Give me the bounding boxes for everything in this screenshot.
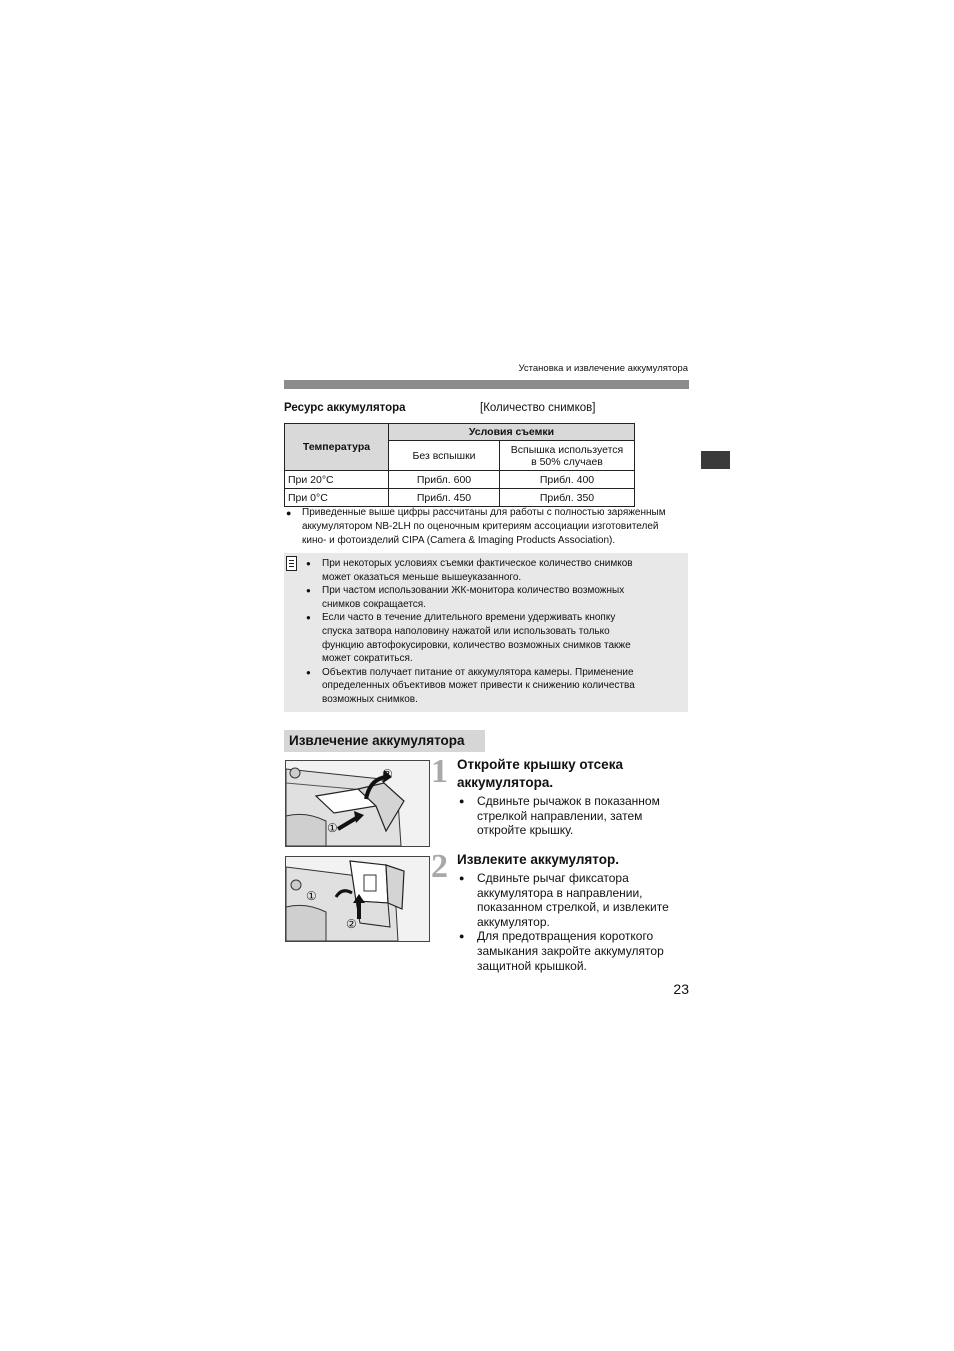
step-title-line: Извлеките аккумулятор. (457, 852, 619, 867)
bullet-icon: ● (459, 796, 465, 806)
step-line: Для предотвращения короткого (477, 929, 654, 944)
note-line: возможных снимков. (322, 693, 418, 705)
bullet-icon: ● (459, 931, 465, 942)
chapter-tab (701, 451, 730, 469)
bullet-icon: ● (306, 559, 311, 568)
removal-section-header (284, 730, 485, 752)
table-row (285, 471, 635, 489)
step-title (457, 756, 687, 792)
list-item (457, 929, 689, 973)
list-item (304, 557, 682, 584)
conditions-header: Условия съемки (389, 424, 635, 441)
callout-1: ① (306, 889, 317, 903)
note-line: может оказаться меньше вышеуказанного. (322, 571, 522, 583)
step-body (457, 794, 689, 838)
running-header: Установка и извлечение аккумулятора (518, 363, 688, 374)
step-line: откройте крышку. (477, 823, 574, 838)
note-line: функцию автофокусировки, количество возможных снимков также (322, 639, 631, 651)
list-item (304, 584, 682, 611)
note-list (304, 557, 682, 707)
step-line: замыкания закройте аккумулятор (477, 943, 664, 958)
bullet-icon: ● (306, 667, 311, 677)
list-item (304, 611, 682, 665)
step-number: 2 (431, 848, 448, 885)
col-flash-header-line2: в 50% случаев (531, 455, 603, 468)
callout-2: ② (346, 917, 357, 931)
header-bar (284, 380, 689, 389)
note-line: определенных объективов может привести к снижению количества (322, 680, 635, 692)
note-line: Объектив получает питание от аккумулятора камеры. Применение (322, 666, 634, 678)
table-footnote (284, 506, 689, 548)
step-line: показанном стрелкой, и извлеките (477, 900, 669, 915)
step-title-line: аккумулятора. (457, 775, 554, 790)
row-no-flash: Прибл. 450 (389, 489, 500, 507)
page-number: 23 (673, 981, 689, 997)
list-item (457, 794, 689, 838)
step-line: стрелкой направлении, затем (477, 808, 643, 823)
table-row (285, 489, 635, 507)
step-number: 1 (431, 753, 448, 790)
step-line: аккумулятор. (477, 914, 550, 929)
step1-illustration (285, 760, 430, 847)
step-body (457, 871, 689, 973)
step-line: Сдвиньте рычажок в показанном (477, 794, 660, 808)
removal-section-title: Извлечение аккумулятора (289, 733, 465, 748)
row-temp: При 0°C (285, 489, 389, 507)
bullet-icon: ● (306, 613, 311, 623)
note-line: При некоторых условиях съемки фактическое количество снимков (322, 558, 633, 569)
step-line: аккумулятора в направлении, (477, 885, 643, 900)
footnote-line: кино- и фотоизделий CIPA (Camera & Imaging Products Association). (302, 535, 616, 546)
callout-1: ① (327, 821, 338, 835)
bullet-icon: ● (306, 586, 311, 596)
list-item (304, 666, 682, 707)
step-line: Сдвиньте рычаг фиксатора (477, 871, 629, 885)
col-flash-header-line1: Вспышка используется (510, 443, 624, 456)
bullet-icon: ● (459, 873, 465, 883)
battery-section-title: Ресурс аккумулятора (284, 402, 406, 414)
col-no-flash-header: Без вспышки (389, 441, 500, 471)
note-line: может сократиться. (322, 653, 413, 665)
step-title-line: Откройте крышку отсека (457, 757, 623, 772)
battery-table (284, 423, 635, 507)
step-title (457, 851, 687, 869)
note-line: При частом использовании ЖК-монитора количество возможных (322, 585, 625, 597)
note-line: снимков сокращается. (322, 598, 426, 610)
list-item (457, 871, 689, 929)
row-no-flash: Прибл. 600 (389, 471, 500, 489)
temperature-header: Температура (285, 424, 389, 471)
bullet-icon: ● (286, 508, 292, 518)
footnote-line: Приведенные выше цифры рассчитаны для работы с полностью заряженным (302, 507, 666, 518)
row-flash: Прибл. 400 (500, 471, 635, 489)
note-icon (286, 556, 297, 571)
callout-2: ② (382, 767, 393, 781)
row-flash: Прибл. 350 (500, 489, 635, 507)
step-line: защитной крышкой. (477, 958, 587, 973)
col-flash-header (500, 441, 635, 471)
note-line: Если часто в течение длительного времени удерживать кнопку (322, 612, 616, 624)
unit-label: [Количество снимков] (480, 402, 596, 414)
row-temp: При 20°C (285, 471, 389, 489)
note-line: спуска затвора наполовину нажатой или использовать только (322, 625, 610, 637)
footnote-line: аккумулятором NB-2LH по оценочным критериям ассоциации изготовителей (302, 521, 659, 532)
